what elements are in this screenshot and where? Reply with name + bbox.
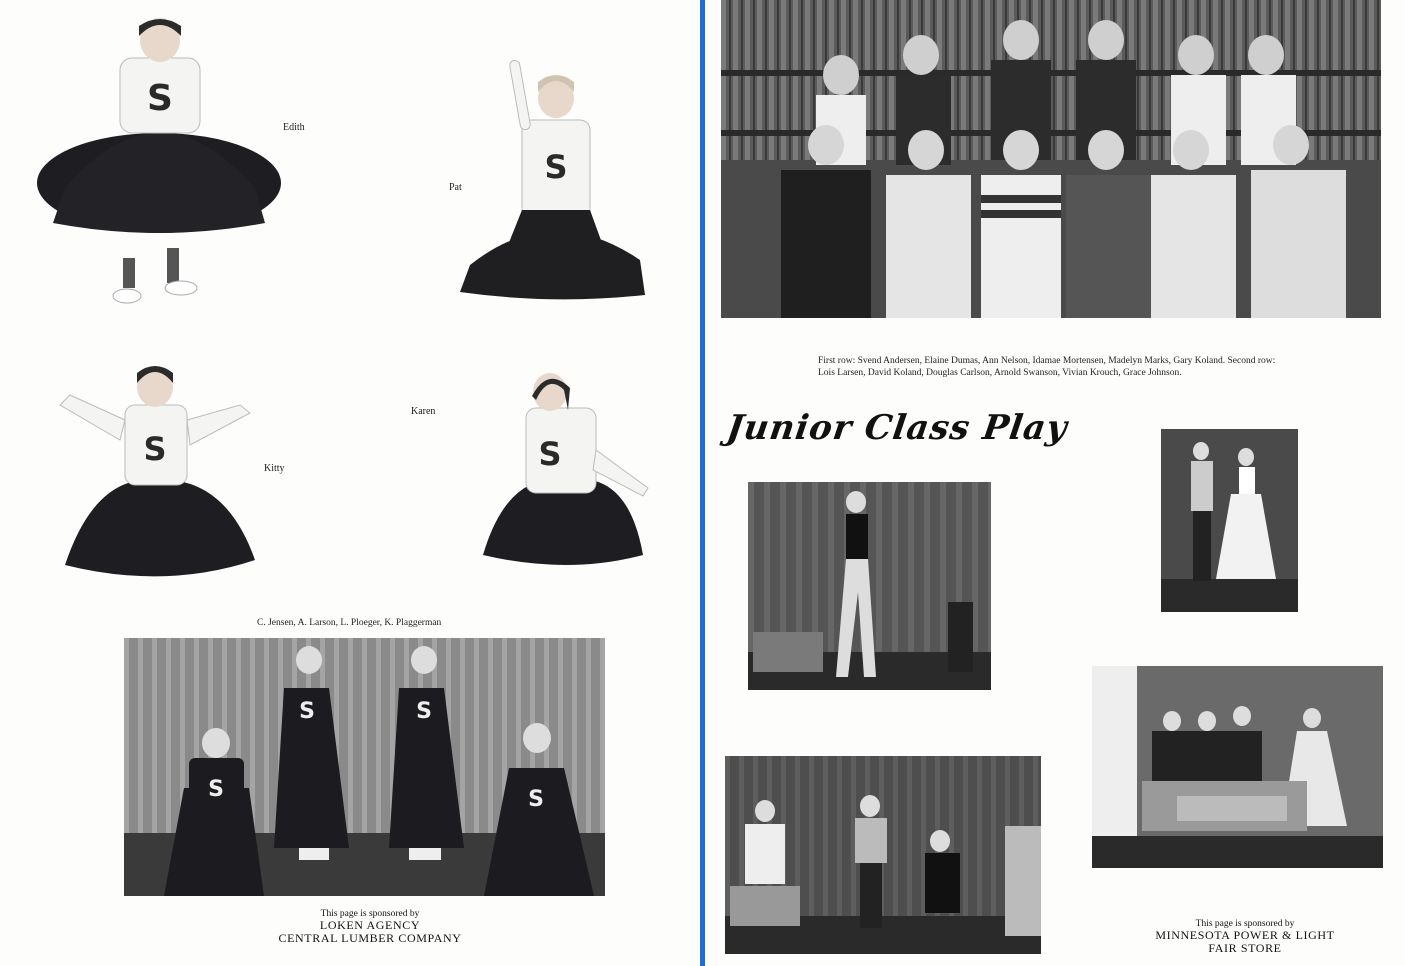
right-yearbook-page xyxy=(705,0,1405,966)
cheerleader-name-karen: Karen xyxy=(411,406,436,417)
cheerleader-photo-karen xyxy=(478,370,658,570)
svg-text:S: S xyxy=(528,787,544,812)
svg-text:S: S xyxy=(538,435,562,473)
play-photo-solo-walk xyxy=(748,482,991,690)
sponsor-intro: This page is sponsored by xyxy=(320,909,420,919)
cheerleader-name-kitty: Kitty xyxy=(264,463,285,474)
svg-text:S: S xyxy=(208,777,224,802)
play-photo-rocking-chair xyxy=(725,756,1041,954)
group-photo-caption: C. Jensen, A. Larson, L. Ploeger, K. Plaggerman xyxy=(257,618,442,628)
svg-text:S: S xyxy=(416,699,432,724)
play-photo-couple xyxy=(1161,429,1298,612)
sponsor-intro: This page is sponsored by xyxy=(1195,919,1295,929)
svg-text:S: S xyxy=(544,148,568,186)
right-page-sponsor-block xyxy=(1110,919,1380,955)
cheerleader-photo-kitty xyxy=(55,365,260,585)
cheerleader-name-pat: Pat xyxy=(449,182,462,193)
play-photo-living-room xyxy=(1092,666,1383,868)
sponsor-name: MINNESOTA POWER & LIGHT xyxy=(1155,928,1335,942)
svg-text:S: S xyxy=(143,430,167,468)
left-page-sponsor-block xyxy=(230,909,510,945)
section-title: Junior Class Play xyxy=(724,408,1071,448)
sponsor-name: CENTRAL LUMBER COMPANY xyxy=(278,931,462,946)
class-photo-caption: First row: Svend Andersen, Elaine Dumas, Ann Nelson, Idamae Mortensen, Madelyn Marks, Gary Koland. Second row: Lois Larsen, David Koland, Douglas Carlson, Arnold Swanson, Vivian Krouch, Grace Johnson. xyxy=(818,356,1276,378)
cheerleader-name-edith: Edith xyxy=(283,122,305,133)
cheerleader-photo-pat xyxy=(460,60,645,300)
cheer-squad-group-photo xyxy=(124,638,605,896)
svg-text:S: S xyxy=(299,699,315,724)
sponsor-name: FAIR STORE xyxy=(1208,941,1282,956)
sponsor-name: LOKEN AGENCY xyxy=(319,918,421,932)
cheerleader-photo-edith xyxy=(35,18,283,313)
left-yearbook-page xyxy=(0,0,700,966)
svg-text:S: S xyxy=(147,78,173,119)
class-group-photo xyxy=(721,0,1381,318)
